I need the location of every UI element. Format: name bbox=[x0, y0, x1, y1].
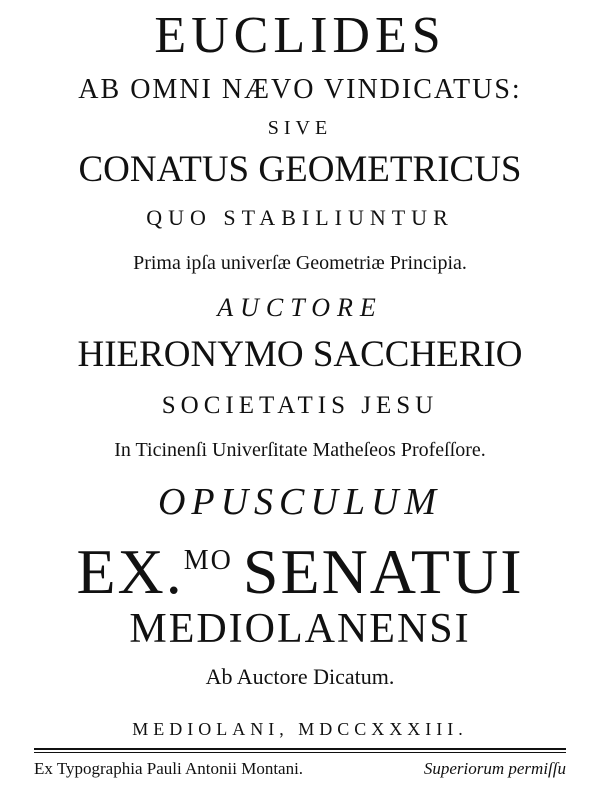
ex-abbreviation: EX. bbox=[76, 536, 184, 607]
sive-line: SIVE bbox=[267, 117, 333, 139]
imprint-rule-thin bbox=[34, 752, 566, 753]
author-name: HIERONYMO SACCHERIO bbox=[77, 334, 523, 375]
book-subtitle: AB OMNI NÆVO VINDICATUS: bbox=[78, 74, 522, 105]
imprint-footer bbox=[34, 760, 566, 782]
principia-line: Prima ipſa univerſæ Geometriæ Principia. bbox=[133, 252, 467, 274]
imprint-rule bbox=[34, 748, 566, 750]
senatui-line bbox=[0, 536, 600, 607]
opusculum-line: OPUSCULUM bbox=[157, 481, 443, 523]
printer-line: Ex Typographia Pauli Antonii Montani. bbox=[34, 759, 304, 778]
ex-mo-superscript: MO bbox=[183, 545, 233, 576]
author-position: In Ticinenſi Univerſitate Matheſeos Profeſſore. bbox=[114, 439, 486, 461]
senatui-word: SENATUI bbox=[242, 536, 524, 607]
imprint-place-date: MEDIOLANI, MDCCXXXIII. bbox=[132, 719, 468, 739]
society-line: SOCIETATIS JESU bbox=[161, 392, 439, 419]
conatus-line: CONATUS GEOMETRICUS bbox=[78, 149, 522, 190]
permission-line: Superiorum permiſſu bbox=[423, 759, 566, 778]
mediolanensi-line: MEDIOLANENSI bbox=[129, 606, 471, 652]
dedication-line: Ab Auctore Dicatum. bbox=[205, 664, 395, 689]
quo-line: QUO STABILIUNTUR bbox=[146, 205, 454, 230]
auctore-label: AUCTORE bbox=[217, 293, 383, 322]
book-title: EUCLIDES bbox=[154, 7, 446, 64]
